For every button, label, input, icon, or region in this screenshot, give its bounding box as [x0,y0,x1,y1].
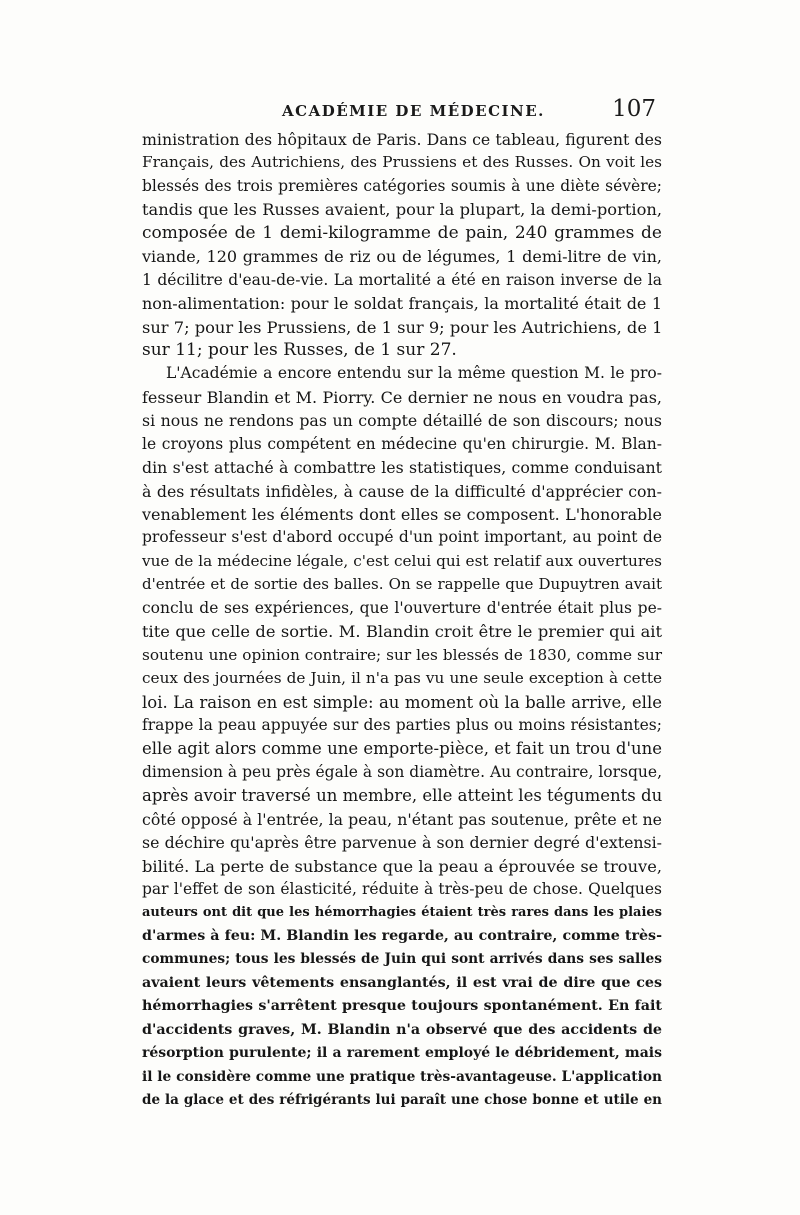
text-line: d'armes à feu: M. Blandin les regarde, au contraire, comme très- [142,927,662,944]
text-line: résorption purulente; il a rarement employé le débridement, mais [142,1045,662,1062]
text-line: soutenu une opinion contraire; sur les blessés de 1830, comme sur [142,645,662,664]
text-line: frappe la peau appuyée sur des parties plus ou moins résistantes; [142,715,662,734]
paragraph-first-line: L'Académie a encore entendu sur la même question M. le pro- [166,364,662,383]
text-line: tandis que les Russes avaient, pour la plupart, la demi-portion, [142,200,662,220]
text-line: composée de 1 demi-kilogramme de pain, 240 grammes de [142,222,662,243]
body-text [142,128,662,1112]
text-line: bilité. La perte de substance que la peau a éprouvée se trouve, [142,856,662,876]
text-line: hémorrhagies s'arrêtent presque toujours spontanément. En fait [142,998,662,1015]
text-line: venablement les éléments dont elles se composent. L'honorable [142,505,662,524]
text-line: ceux des journées de Juin, il n'a pas vu une seule exception à cette [142,669,662,688]
text-line: viande, 120 grammes de riz ou de légumes, 1 demi-litre de vin, [142,247,662,267]
text-line: de la glace et des réfrigérants lui paraît une chose bonne et utile en [142,1091,662,1108]
text-line: auteurs ont dit que les hémorrhagies étaient très rares dans les plaies [142,905,662,921]
text-line: sur 7; pour les Prussiens, de 1 sur 9; pour les Autrichiens, de 1 [142,317,663,337]
text-line: côté opposé à l'entrée, la peau, n'étant pas soutenue, prête et ne [142,809,662,829]
text-line: vue de la médecine légale, c'est celui qui est relatif aux ouvertures [142,551,662,570]
running-title: ACADÉMIE DE MÉDECINE. [282,102,545,120]
text-line: conclu de ses expériences, que l'ouverture d'entrée était plus pe- [142,598,662,617]
page-number: 107 [612,96,656,122]
text-line: din s'est attaché à combattre les statistiques, comme conduisant [142,458,662,478]
text-line: communes; tous les blessés de Juin qui sont arrivés dans ses salles [142,951,662,968]
text-line: d'entrée et de sortie des balles. On se rappelle que Dupuytren avait [142,575,662,594]
text-line: après avoir traversé un membre, elle atteint les téguments du [142,786,663,806]
text-line: fesseur Blandin et M. Piorry. Ce dernier ne nous en voudra pas, [142,387,662,407]
text-line: blessés des trois premières catégories soumis à une diète sévère; [142,176,662,195]
text-line: ministration des hôpitaux de Paris. Dans ce tableau, figurent des [142,130,662,149]
text-line: il le considère comme une pratique très-avantageuse. L'application [142,1068,662,1085]
text-line: dimension à peu près égale à son diamètre. Au contraire, lorsque, [142,762,662,781]
text-line: elle agit alors comme une emporte-pièce, et fait un trou d'une [142,739,662,759]
text-line: Français, des Autrichiens, des Prussiens et des Russes. On voit les [142,153,662,172]
text-line: 1 décilitre d'eau-de-vie. La mortalité a été en raison inverse de la [142,270,662,289]
running-head [142,96,662,126]
text-line: si nous ne rendons pas un compte détaillé de son discours; nous [142,411,662,431]
text-line: avaient leurs vêtements ensanglantés, il est vrai de dire que ces [142,974,662,991]
text-line: sur 11; pour les Russes, de 1 sur 27. [142,339,457,360]
text-line: tite que celle de sortie. M. Blandin croit être le premier qui ait [142,622,662,642]
text-line: non-alimentation: pour le soldat français, la mortalité était de 1 [142,294,662,314]
text-line: d'accidents graves, M. Blandin n'a observé que des accidents de [142,1021,662,1038]
text-line: professeur s'est d'abord occupé d'un point important, au point de [142,528,662,547]
text-line: loi. La raison en est simple: au moment où la balle arrive, elle [142,692,662,712]
text-line: le croyons plus compétent en médecine qu'en chirurgie. M. Blan- [142,434,662,453]
text-line: se déchire qu'après être parvenue à son dernier degré d'extensi- [142,833,662,853]
text-line: à des résultats infidèles, à cause de la difficulté d'apprécier con- [142,481,662,501]
text-line: par l'effet de son élasticité, réduite à très-peu de chose. Quelques [142,880,662,898]
